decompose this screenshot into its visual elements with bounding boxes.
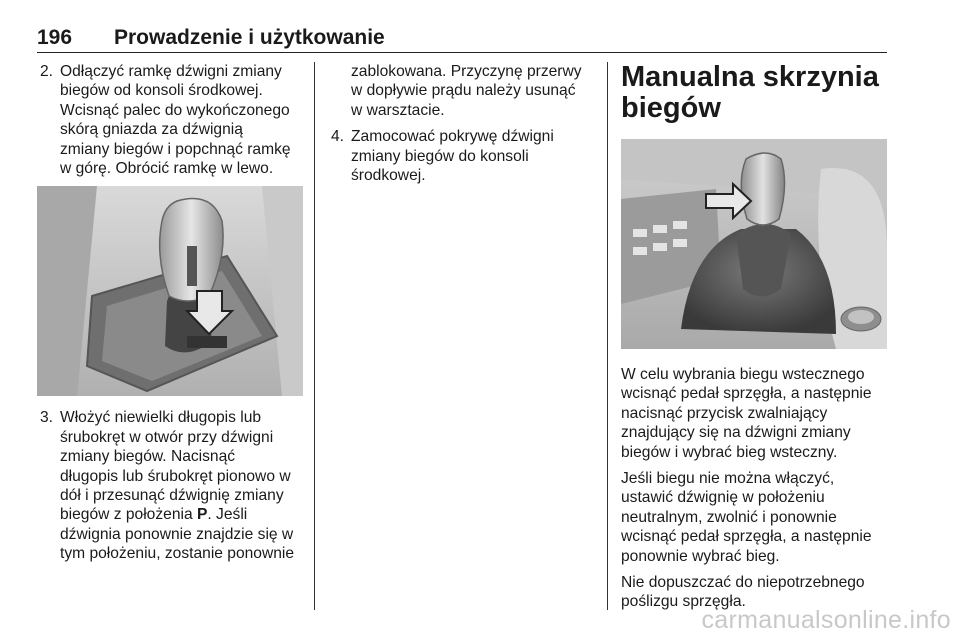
text-line: w dopływie prądu należy usunąć	[351, 82, 576, 100]
gear-position-p: P	[196, 506, 208, 524]
step-text	[60, 408, 303, 563]
text-line: dół i przesunąć dźwignię zmiany	[60, 487, 284, 505]
step-3	[37, 408, 303, 563]
column-3	[621, 62, 887, 612]
text-line: zablokowana. Przyczynę przerwy	[351, 63, 582, 80]
text-line: wcisnąć pedał sprzęgła, a następnie	[621, 385, 872, 403]
step-3-continued	[328, 62, 596, 120]
text-line: Jeśli biegu nie można włączyć,	[621, 470, 835, 488]
text-line: poślizgu sprzęgła.	[621, 593, 746, 611]
heading-line: biegów	[621, 92, 721, 124]
manual-gearshift-photo	[621, 139, 887, 349]
heading-line: Manualna skrzynia	[621, 61, 879, 93]
text-line: zmiany biegów. Nacisnąć	[60, 448, 236, 466]
paragraph-neutral	[621, 469, 887, 566]
text-line: śrubokręt w otwór przy dźwigni	[60, 428, 274, 446]
text-line	[60, 505, 303, 524]
page-number: 196	[37, 26, 73, 49]
text-line: nacisnąć przycisk zwalniający	[621, 404, 828, 422]
section-heading	[621, 62, 887, 124]
gear-selector-release-photo	[37, 186, 303, 396]
text-line: zmiany biegów i popchnąć ramkę	[60, 140, 291, 158]
text-line: dźwignia ponownie znajdzie się w	[60, 525, 294, 543]
page-header	[37, 24, 887, 53]
step-text	[351, 127, 596, 185]
step-4	[328, 127, 596, 185]
text-line: długopis lub śrubokręt pionowo w	[60, 467, 291, 485]
chapter-title: Prowadzenie i użytkowanie	[114, 26, 385, 49]
text-line: ustawić dźwignię w położeniu	[621, 489, 825, 507]
text-fragment: biegów z położenia	[60, 506, 197, 524]
text-line: w warsztacie.	[351, 101, 445, 119]
text-line: skórą gniazda za dźwignią	[60, 121, 243, 139]
text-line: w górę. Obrócić ramkę w lewo.	[60, 160, 274, 178]
column-divider-1	[314, 62, 315, 610]
column-divider-2	[607, 62, 608, 610]
text-line: Włożyć niewielki długopis lub	[60, 409, 262, 427]
column-1	[37, 62, 303, 564]
text-line: zmiany biegów do konsoli	[351, 147, 529, 165]
step-number: 2.	[40, 63, 54, 80]
text-line: ponownie wybrać bieg.	[621, 547, 780, 565]
watermark: carmanualsonline.info	[701, 606, 951, 634]
text-line: znajdujący się na dźwigni zmiany	[621, 424, 851, 442]
text-line: Odłączyć ramkę dźwigni zmiany	[60, 63, 282, 80]
text-line: tym położeniu, zostanie ponownie	[60, 545, 295, 563]
step-number: 3.	[40, 409, 54, 427]
text-line: Nie dopuszczać do niepotrzebnego	[621, 574, 865, 592]
text-line: wcisnąć pedał sprzęgła, a następnie	[621, 528, 872, 546]
text-line: biegów od konsoli środkowej.	[60, 82, 263, 100]
step-2	[37, 62, 303, 178]
step-number: 4.	[331, 128, 345, 146]
paragraph-reverse-gear	[621, 365, 887, 462]
text-line: Wcisnąć palec do wykończonego	[60, 101, 290, 119]
column-2	[328, 62, 596, 185]
text-line: środkowej.	[351, 167, 426, 185]
text-fragment: . Jeśli	[207, 506, 248, 524]
text-line: neutralnym, zwolnić i ponownie	[621, 508, 837, 526]
text-line: biegów i wybrać bieg wsteczny.	[621, 443, 838, 461]
text-line: W celu wybrania biegu wstecznego	[621, 366, 865, 383]
text-line: Zamocować pokrywę dźwigni	[351, 128, 554, 146]
step-text	[60, 62, 303, 178]
